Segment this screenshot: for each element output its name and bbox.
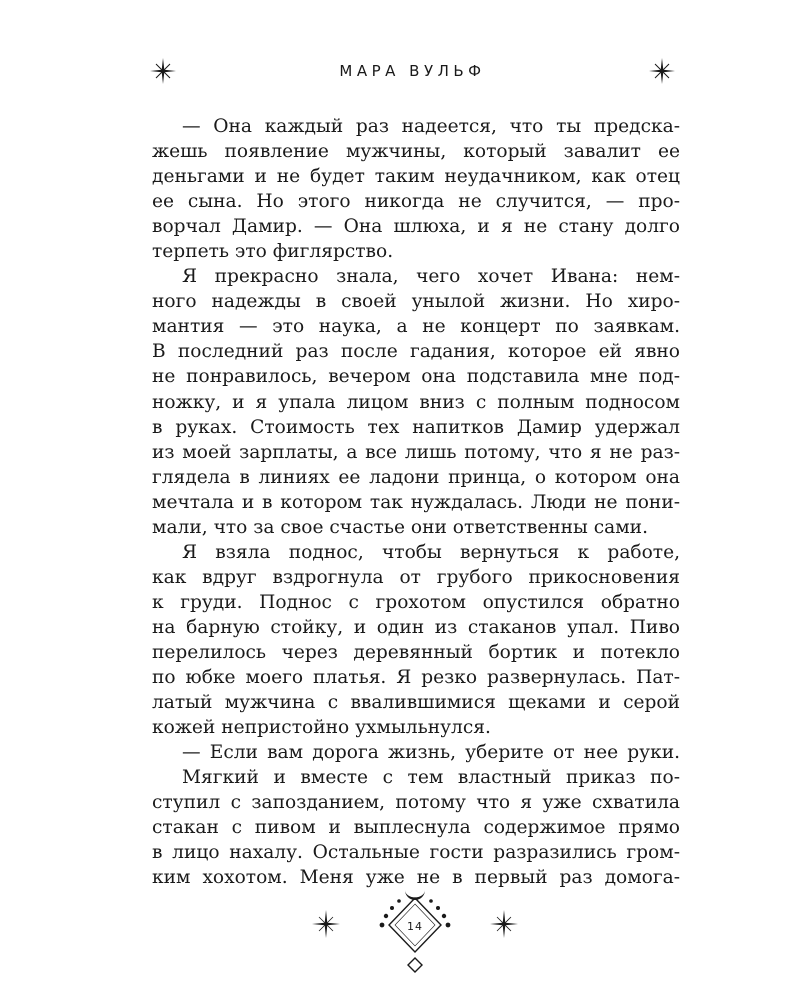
text-line: Мягкий и вместе с тем властный приказ по- — [182, 767, 680, 789]
text-line: — Она каждый раз надеется, что ты предска- — [182, 116, 680, 137]
text-line: на барную стойку, и один из стаканов упал. Пиво — [152, 616, 680, 638]
author-name: МАРА ВУЛЬФ — [339, 62, 486, 80]
text-line: — Если вам дорога жизнь, уберите от нее руки. — [182, 742, 680, 764]
text-line: латый мужчина с ввалившимися щеками и серой — [152, 692, 680, 714]
text-line: ступил с запозданием, потому что я уже схватила — [152, 792, 680, 814]
star-ornament-icon — [649, 58, 675, 84]
text-line: ким хохотом. Меня уже не в первый раз домога- — [152, 867, 680, 889]
page-footer — [300, 880, 530, 976]
text-line: Я прекрасно знала, чего хочет Ивана: нем- — [182, 266, 680, 288]
text-line: ножку, и я упала лицом вниз с полным подносом — [152, 391, 680, 413]
text-line: В последний раз после гадания, которое ей явно — [152, 341, 680, 363]
text-line: Я взяла поднос, чтобы вернуться к работе, — [182, 541, 680, 563]
text-line: не понравилось, вечером она подставила мне под- — [152, 366, 680, 388]
text-line: мали, что за свое счастье они ответственны сами. — [152, 516, 648, 538]
text-line: стакан с пивом и выплеснула содержимое прямо — [152, 817, 680, 839]
text-line: глядела в линиях ее ладони принца, о котором она — [152, 466, 680, 488]
text-line: в руках. Стоимость тех напитков Дамир удержал — [152, 416, 680, 438]
text-line: перелилось через деревянный бортик и потекло — [152, 641, 680, 663]
text-line: как вдруг вздрогнула от грубого прикосновения — [152, 566, 680, 588]
running-header — [150, 58, 675, 94]
text-line: к груди. Поднос с грохотом опустился обратно — [152, 591, 680, 613]
text-line: ее сына. Но этого никогда не случится, — про- — [152, 191, 680, 213]
page-number: 14 — [407, 920, 423, 933]
text-line: по юбке моего платья. Я резко развернулась. Пат- — [152, 667, 680, 689]
body-text — [152, 114, 680, 890]
text-line: кожей непристойно ухмыльнулся. — [152, 717, 491, 739]
text-line: ного надежды в своей унылой жизни. Но хиро- — [152, 291, 680, 313]
text-line: жешь появление мужчины, который завалит ее — [152, 141, 680, 163]
text-line: мечтала и в котором так нуждалась. Люди не пони- — [152, 491, 680, 513]
text-line: ворчал Дамир. — Она шлюха, и я не стану долго — [152, 216, 680, 238]
text-line: в лицо нахалу. Остальные гости разразились гром- — [152, 842, 680, 864]
text-line: деньгами и не будет таким неудачником, как отец — [152, 166, 680, 188]
text-line: из моей зарплаты, а все лишь потому, что я не раз- — [152, 441, 680, 463]
text-line: терпеть это фиглярство. — [152, 241, 394, 263]
text-line: мантия — это наука, а не концерт по заявкам. — [152, 316, 680, 338]
